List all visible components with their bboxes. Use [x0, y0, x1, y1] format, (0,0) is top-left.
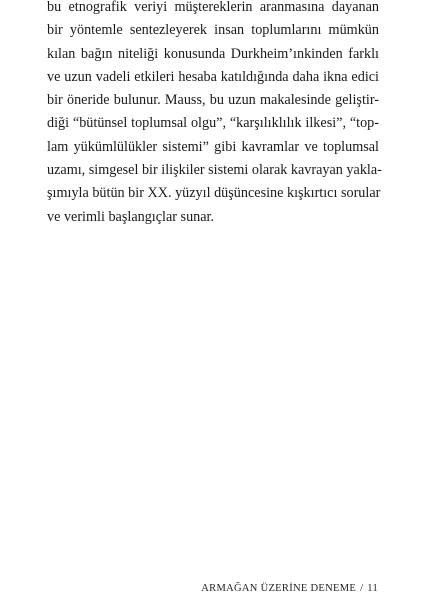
text-line: bir yöntemle sentezleyerek insan toplumlarını mümkün — [47, 22, 379, 39]
text-line: ve verimli başlangıçlar sunar. — [47, 208, 215, 225]
text-line: ve uzun vadeli etkileri hesaba katıldığında daha ikna edici — [47, 68, 379, 85]
text-line: lam yükümlülükler sistemi” gibi kavramlar ve toplumsal — [47, 138, 379, 155]
running-title: ARMAĞAN ÜZERİNE DENEME — [201, 583, 357, 594]
text-line: şımıyla bütün bir XX. yüzyıl düşüncesine kışkırtıcı sorular — [47, 185, 381, 202]
text-line: bu etnografik veriyi müştereklerin aranmasına dayanan — [47, 0, 379, 15]
text-line: bir öneride bulunur. Mauss, bu uzun makalesinde geliştir- — [47, 92, 379, 109]
footer-separator: / — [360, 583, 364, 594]
text-line: kılan bağın niteliği konusunda Durkheim’ınkinden farklı — [47, 45, 379, 62]
body-text — [47, 0, 382, 229]
running-footer — [201, 583, 378, 594]
text-line: diği “bütünsel toplumsal olgu”, “karşılıklılık ilkesi”, “top- — [47, 115, 379, 132]
page-number: 11 — [367, 583, 378, 594]
text-line: uzamı, simgesel bir ilişkiler sistemi olarak kavrayan yakla- — [47, 162, 382, 179]
